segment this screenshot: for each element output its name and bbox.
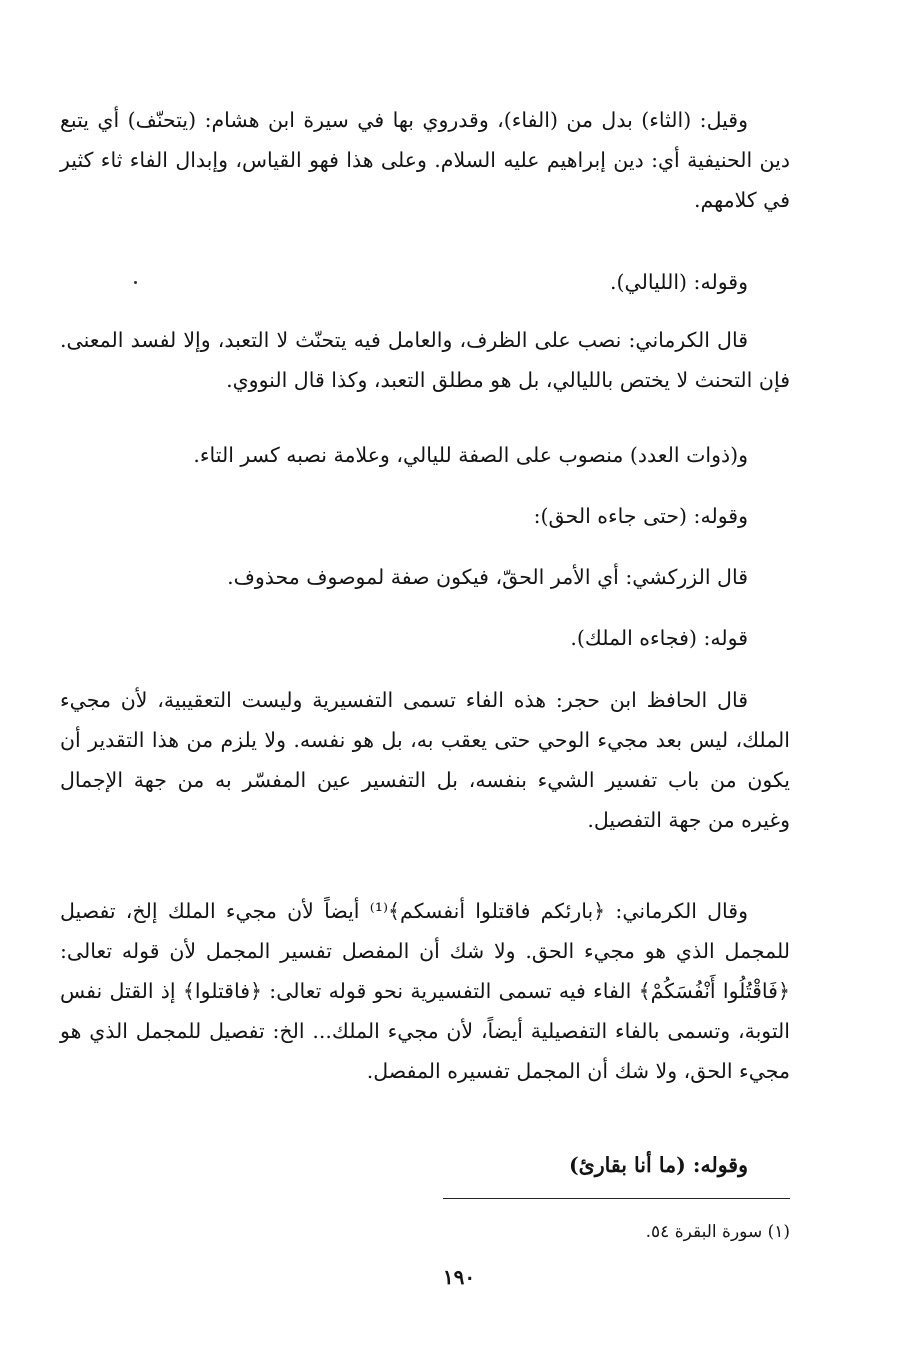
paragraph-10: وقوله: (ما أنا بقارئ) — [568, 1153, 748, 1177]
paragraph-1: وقيل: (الثاء) بدل من (الفاء)، وقدروي بها في سيرة ابن هشام: (يتحنّف) أي يتبع دين الحنيفية أي: دين إبراهيم عليه السلام. وعلى هذا فهو القياس، وإبدال الفاء ثاء كثير في كلامهم. — [60, 108, 791, 212]
paragraph-2: وقوله: (الليالي). — [610, 270, 748, 294]
paragraph-9: وقال الكرماني: ﴿بارئكم فاقتلوا أنفسكم﴾⁽¹⁾ أيضاً لأن مجيء الملك إلخ، تفصيل للمجمل الذي هو مجيء الحق. ولا شك أن المفصل تفسير المجمل لأن قوله تعالى: ﴿فَاقْتُلُوا أَنْفُسَكُمْ﴾ الفاء فيه تسمى التفسيرية نحو قوله تعالى: ﴿فاقتلوا﴾ إذ القتل نفس التوبة، وتسمى بالفاء التفصيلية أيضاً، لأن مجيء الملك... الخ: تفصيل للمجمل الذي هو مجيء الحق، ولا شك أن المجمل تفسيره المفصل. — [60, 899, 790, 1083]
paragraph-8: قال الحافظ ابن حجر: هذه الفاء تسمى التفسيرية وليست التعقيبية، لأن مجيء الملك، ليس بعد مجيء الوحي حتى يعقب به، بل هو نفسه. ولا يلزم من هذا التقدير أن يكون من باب تفسير الشيء بنفسه، بل التفسير عين المفسّر به من جهة الإجمال وغيره من جهة التفصيل. — [60, 688, 790, 832]
footnote: (١) سورة البقرة ٥٤. — [645, 1222, 790, 1242]
paragraph-7: قوله: (فجاءه الملك). — [570, 626, 748, 650]
paragraph-4: و(ذوات العدد) منصوب على الصفة لليالي، وعلامة نصبه كسر التاء. — [193, 443, 748, 467]
page-number: ١٩٠ — [442, 1265, 476, 1289]
paragraph-5: وقوله: (حتى جاءه الحق): — [533, 504, 748, 528]
paragraph-3: قال الكرماني: نصب على الظرف، والعامل فيه يتحنّث لا التعبد، وإلا لفسد المعنى. فإن التحنث لا يختص بالليالي، بل هو مطلق التعبد، وكذا قال النووي. — [60, 328, 790, 392]
paragraph-6: قال الزركشي: أي الأمر الحقّ، فيكون صفة لموصوف محذوف. — [227, 565, 748, 589]
ink-speck — [134, 281, 137, 284]
footnote-separator — [443, 1198, 790, 1199]
